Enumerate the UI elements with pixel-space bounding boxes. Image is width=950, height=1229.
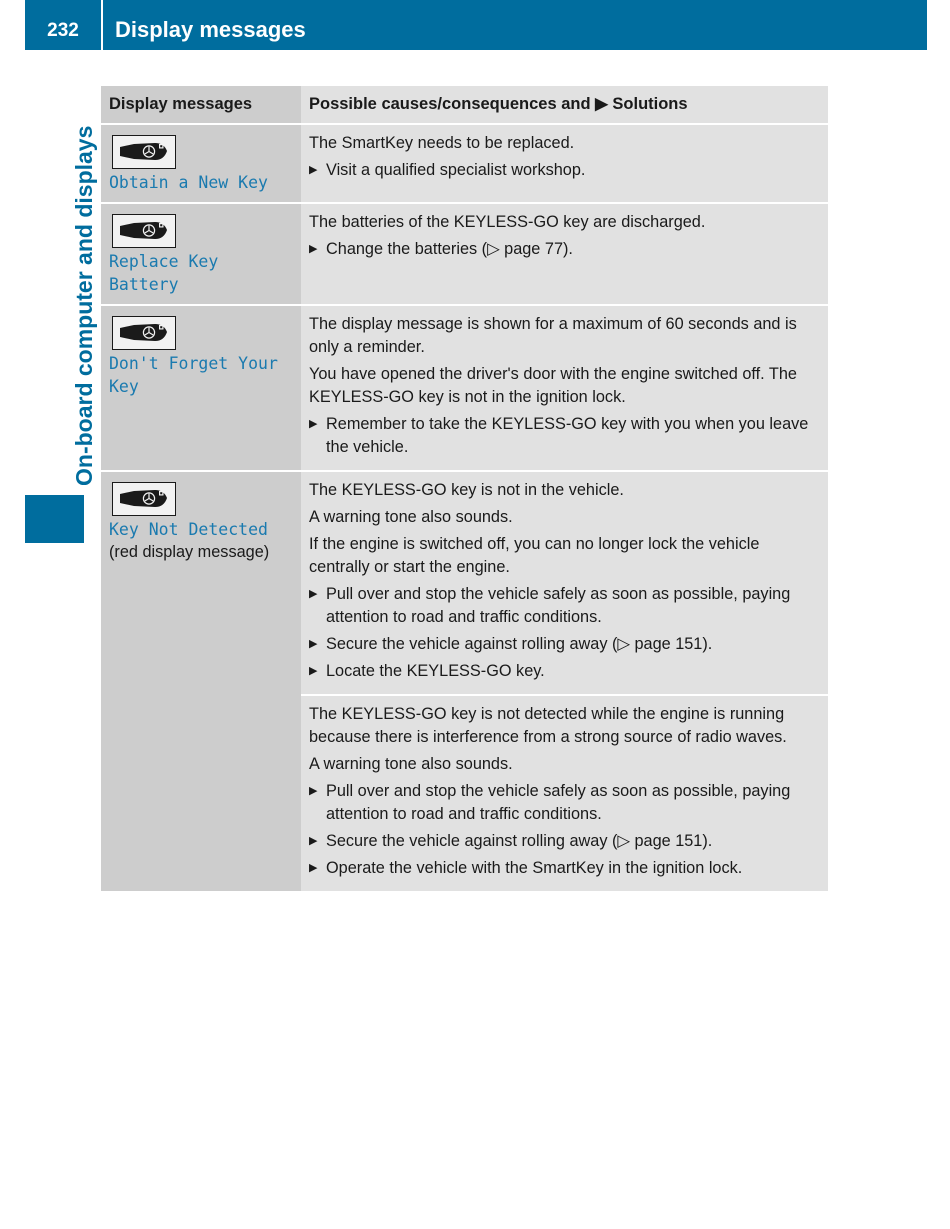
cause-text: If the engine is switched off, you can no longer lock the vehicle centrally or start the engine. <box>309 535 760 576</box>
solution-step <box>309 413 820 459</box>
step-text: Secure the vehicle against rolling away (▷ page 151). <box>326 635 713 653</box>
step-arrow-icon: ▶ <box>309 638 318 650</box>
cause-text: A warning tone also sounds. <box>309 508 513 526</box>
solution-step <box>309 159 820 182</box>
column-header-display-messages: Display messages <box>101 86 301 124</box>
step-text: Change the batteries (▷ page 77). <box>326 240 573 258</box>
step-arrow-icon: ▶ <box>309 862 318 874</box>
solution-cell <box>301 124 828 203</box>
step-arrow-icon: ▶ <box>309 164 318 176</box>
display-message-note: (red display message) <box>109 543 270 561</box>
display-message-text: Don't Forget Your Key <box>109 354 278 396</box>
message-cell <box>101 124 301 203</box>
cause-text: The SmartKey needs to be replaced. <box>309 134 575 152</box>
step-text: Pull over and stop the vehicle safely as soon as possible, paying attention to road and traffic conditions. <box>326 585 791 626</box>
solution-cell <box>301 695 828 891</box>
key-icon <box>112 482 176 516</box>
table-row <box>101 124 828 203</box>
cause-text: The batteries of the KEYLESS-GO key are discharged. <box>309 213 706 231</box>
solution-step <box>309 633 820 656</box>
solution-step <box>309 780 820 826</box>
display-message-text: Obtain a New Key <box>109 173 268 192</box>
table-header-row <box>101 86 828 124</box>
step-text: Secure the vehicle against rolling away (▷ page 151). <box>326 832 713 850</box>
message-cell <box>101 471 301 891</box>
message-cell <box>101 203 301 305</box>
step-text: Remember to take the KEYLESS-GO key with you when you leave the vehicle. <box>326 415 809 456</box>
side-tab-marker <box>25 495 84 543</box>
step-arrow-icon: ▶ <box>309 243 318 255</box>
key-icon <box>112 135 176 169</box>
step-arrow-icon: ▶ <box>309 418 318 430</box>
solution-step <box>309 238 820 261</box>
cause-text: The display message is shown for a maximum of 60 seconds and is only a reminder. <box>309 315 797 356</box>
solution-step <box>309 857 820 880</box>
cause-text: A warning tone also sounds. <box>309 755 513 773</box>
header-divider <box>101 0 103 50</box>
cause-text: You have opened the driver's door with the engine switched off. The KEYLESS-GO key is not in the ignition lock. <box>309 365 797 406</box>
step-arrow-icon: ▶ <box>309 588 318 600</box>
display-messages-table <box>101 86 828 891</box>
page-title: Display messages <box>115 17 306 42</box>
display-message-text: Replace Key Battery <box>109 252 219 294</box>
solution-cell <box>301 305 828 471</box>
solution-cell <box>301 203 828 305</box>
display-message-text: Key Not Detected <box>109 520 268 539</box>
table-row <box>101 471 828 695</box>
column-header-causes-solutions: Possible causes/consequences and ▶ Solutions <box>301 86 828 124</box>
step-arrow-icon: ▶ <box>309 835 318 847</box>
step-arrow-icon: ▶ <box>309 665 318 677</box>
key-icon <box>112 214 176 248</box>
step-text: Pull over and stop the vehicle safely as soon as possible, paying attention to road and traffic conditions. <box>326 782 791 823</box>
cause-text: The KEYLESS-GO key is not detected while the engine is running because there is interference from a strong source of radio waves. <box>309 705 787 746</box>
solution-step <box>309 583 820 629</box>
step-text: Operate the vehicle with the SmartKey in the ignition lock. <box>326 859 743 877</box>
step-text: Locate the KEYLESS-GO key. <box>326 662 545 680</box>
key-icon <box>112 316 176 350</box>
table-row <box>101 203 828 305</box>
side-tab-label: On-board computer and displays <box>71 125 97 486</box>
message-cell <box>101 305 301 471</box>
table-row <box>101 305 828 471</box>
page-number: 232 <box>47 20 79 41</box>
step-arrow-icon: ▶ <box>309 785 318 797</box>
step-text: Visit a qualified specialist workshop. <box>326 161 586 179</box>
cause-text: The KEYLESS-GO key is not in the vehicle. <box>309 481 624 499</box>
solution-step <box>309 830 820 853</box>
solution-cell <box>301 471 828 695</box>
solution-step <box>309 660 820 683</box>
